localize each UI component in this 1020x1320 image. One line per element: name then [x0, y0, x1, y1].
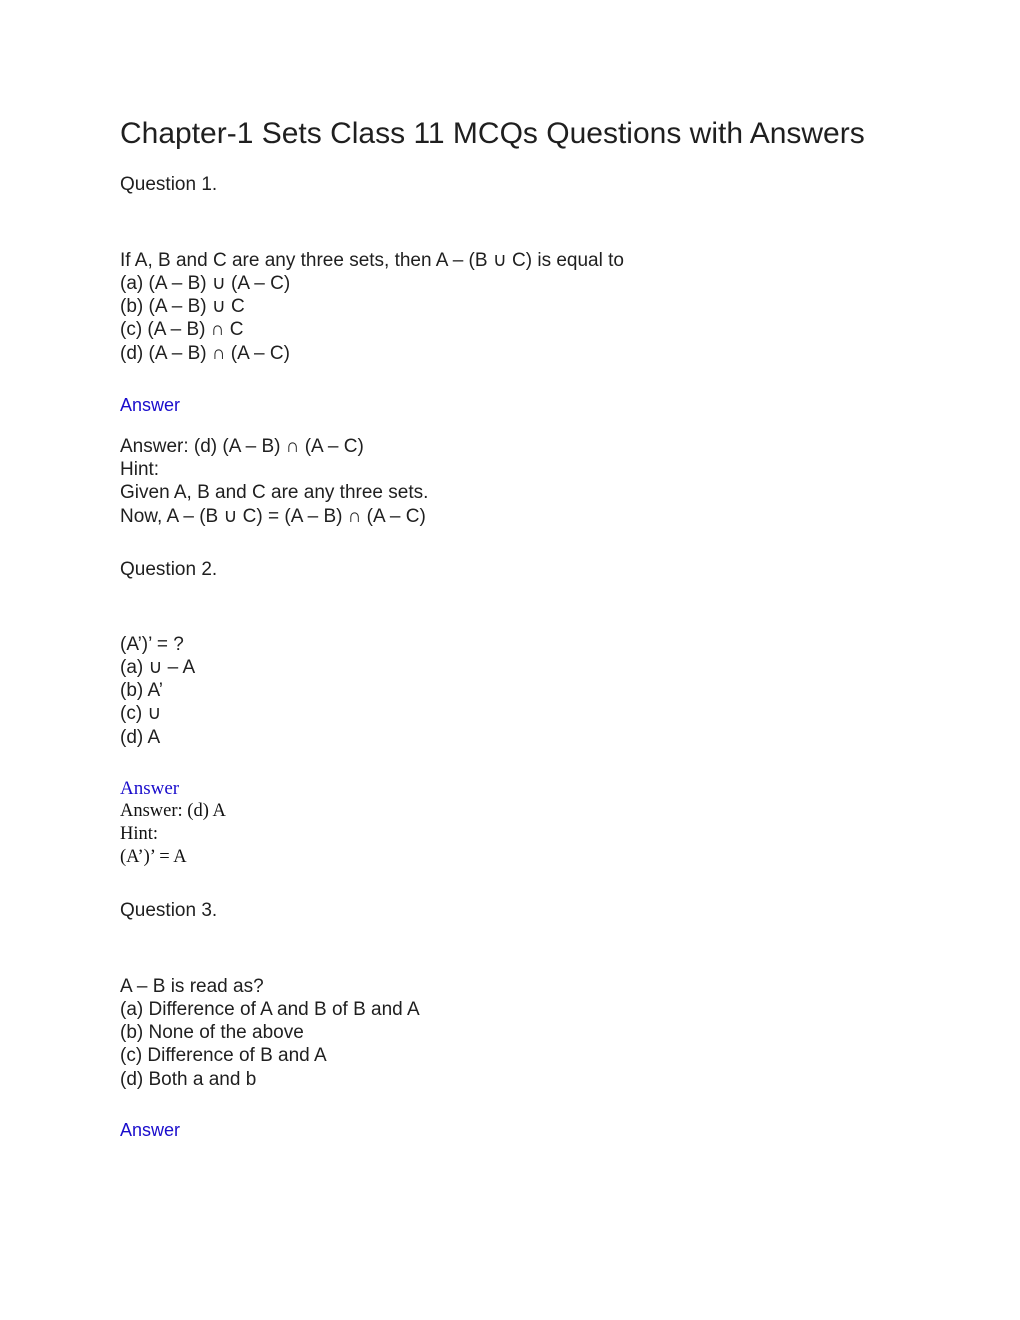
answer-line: Answer: (d) A: [120, 801, 226, 821]
option-c: (c) Difference of B and A: [120, 1045, 327, 1067]
hint-label: Hint:: [120, 824, 159, 845]
option-c: (c) ∪: [120, 703, 162, 725]
question-label: Question 3.: [120, 900, 218, 921]
option-a: (a) ∪ – A: [120, 657, 196, 678]
question-stem: (A’)’ = ?: [120, 634, 184, 655]
option-a: (a) (A – B) ∪ (A – C): [120, 273, 291, 294]
answer-line: Given A, B and C are any three sets.: [120, 482, 429, 504]
answer-explanation: [120, 435, 428, 528]
answer-line: Answer: (d) (A – B) ∩ (A – C): [120, 436, 364, 457]
answer-link[interactable]: Answer: [120, 778, 180, 799]
question-label: Question 2.: [120, 559, 218, 580]
option-b: (b) None of the above: [120, 1022, 304, 1044]
option-d: (d) Both a and b: [120, 1068, 257, 1090]
question-stem: If A, B and C are any three sets, then A – (B ∪ C) is equal to: [120, 250, 624, 271]
hint-label: Hint:: [120, 459, 160, 481]
answer-link[interactable]: Answer: [120, 1120, 181, 1140]
option-d: (d) A: [120, 726, 161, 748]
question-stem: A – B is read as?: [120, 976, 264, 997]
option-d: (d) (A – B) ∩ (A – C): [120, 342, 290, 364]
answer-line: Now, A – (B ∪ C) = (A – B) ∩ (A – C): [120, 505, 426, 527]
option-b: (b) (A – B) ∪ C: [120, 296, 245, 318]
answer-line: (A’)’ = A: [120, 847, 187, 868]
answer-link[interactable]: Answer: [120, 395, 181, 415]
answer-explanation: [120, 800, 226, 870]
page-title: Chapter-1 Sets Class 11 MCQs Questions with Answers: [120, 117, 865, 150]
option-a: (a) Difference of A and B of B and A: [120, 999, 420, 1020]
option-b: (b) A’: [120, 680, 163, 702]
option-list: [120, 656, 195, 749]
question-label: Question 1.: [120, 174, 218, 195]
option-list: [120, 998, 420, 1091]
option-list: [120, 272, 290, 365]
option-c: (c) (A – B) ∩ C: [120, 319, 244, 341]
